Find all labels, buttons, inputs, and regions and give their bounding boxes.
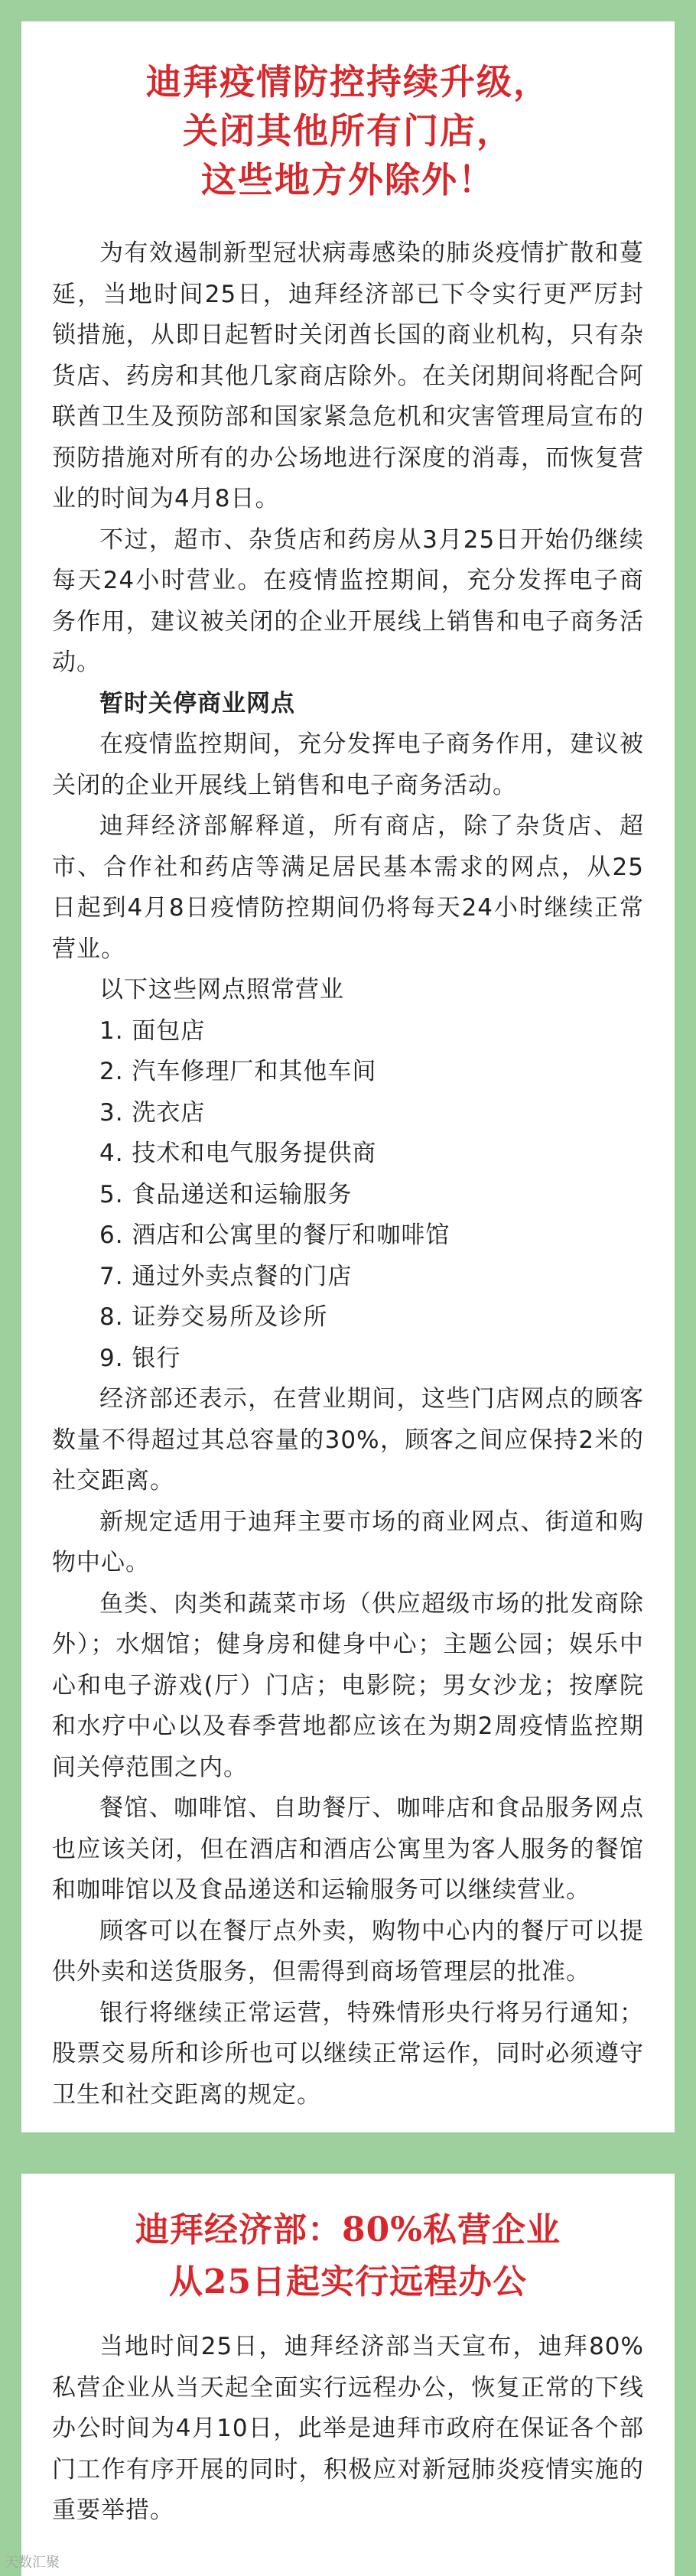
- paragraph: 当地时间25日，迪拜经济部当天宣布，迪拜80%私营企业从当天起全面实行远程办公，恢复正常的下线办公时间为4月10日，此举是迪拜市政府在保证各个部门工作有序开展的同时，积极应对新冠肺炎疫情实施的重要举措。: [52, 2333, 644, 2524]
- title-line: 关闭其他所有门店，: [183, 110, 513, 151]
- article-title-lockdown: [52, 21, 644, 204]
- paragraph: 以下这些网点照常营业: [99, 976, 344, 1003]
- paragraph: 为有效遏制新型冠状病毒感染的肺炎疫情扩散和蔓延，当地时间25日，迪拜经济部已下令实行更严厉封锁措施，从即日起暂时关闭酋长国的商业机构，只有杂货店、药房和其他几家商店除外。在关闭期间将配合阿联酋卫生及预防部和国家紧急危机和灾害管理局宣布的预防措施对所有的办公场地进行深度的消毒，而恢复营业的时间为4月8日。: [52, 239, 644, 512]
- list-item: 6. 酒店和公寓里的餐厅和咖啡馆: [99, 1221, 450, 1249]
- paragraph: 顾客可以在餐厅点外卖，购物中心内的餐厅可以提供外卖和送货服务，但需得到商场管理层的批准。: [52, 1917, 644, 1986]
- list-item: 2. 汽车修理厂和其他车间: [99, 1058, 377, 1085]
- list-item: 8. 证券交易所及诊所: [99, 1303, 328, 1331]
- article-card-remote-work: [21, 2174, 675, 2576]
- list-item: 9. 银行: [99, 1344, 181, 1372]
- watermark: 天数汇聚: [5, 2555, 60, 2571]
- paragraph: 新规定适用于迪拜主要市场的商业网点、街道和购物中心。: [52, 1508, 644, 1576]
- article-body: [52, 2327, 644, 2532]
- paragraph: 餐馆、咖啡馆、自助餐厅、咖啡店和食品服务网点也应该关闭，但在酒店和酒店公寓里为客人服务的餐馆和咖啡馆以及食品递送和运输服务可以继续营业。: [52, 1794, 644, 1904]
- article-title-remote-work: [52, 2174, 644, 2308]
- title-line: 迪拜经济部：80%私营企业: [135, 2210, 561, 2249]
- article-body: [52, 233, 644, 2116]
- section-heading: 暂时关停商业网点: [99, 689, 295, 717]
- paragraph: 经济部还表示，在营业期间，这些门店网点的顾客数量不得超过其总容量的30%，顾客之间应保持2米的社交距离。: [52, 1385, 644, 1495]
- paragraph: 不过，超市、杂货店和药房从3月25日开始仍继续每天24小时营业。在疫情监控期间，充分发挥电子商务作用，建议被关闭的企业开展线上销售和电子商务活动。: [52, 525, 644, 676]
- paragraph: 银行将继续正常运营，特殊情形央行将另行通知；股票交易所和诊所也可以继续正常运作，同时必须遵守卫生和社交距离的规定。: [52, 1999, 644, 2109]
- list-item: 7. 通过外卖点餐的门店: [99, 1262, 353, 1290]
- list-item: 5. 食品递送和运输服务: [99, 1180, 353, 1208]
- list-item: 1. 面包店: [99, 1016, 206, 1045]
- title-line: 从25日起实行远程办公: [168, 2262, 528, 2301]
- title-line: 迪拜疫情防控持续升级，: [146, 61, 550, 102]
- paragraph: 鱼类、肉类和蔬菜市场（供应超级市场的批发商除外）；水烟馆；健身房和健身中心；主题公园；娱乐中心和电子游戏(厅）门店；电影院；男女沙龙；按摩院和水疗中心以及春季营地都应该在为期2周疫情监控期间关停范围之内。: [52, 1589, 644, 1781]
- paragraph: 在疫情监控期间，充分发挥电子商务作用，建议被关闭的企业开展线上销售和电子商务活动。: [52, 730, 644, 799]
- paragraph: 迪拜经济部解释道，所有商店，除了杂货店、超市、合作社和药店等满足居民基本需求的网点，从25日起到4月8日疫情防控期间仍将每天24小时继续正常营业。: [52, 812, 644, 963]
- list-item: 3. 洗衣店: [99, 1098, 206, 1127]
- article-card-lockdown: [21, 21, 675, 2132]
- open-business-list: [52, 1011, 644, 1380]
- list-item: 4. 技术和电气服务提供商: [99, 1140, 377, 1167]
- title-line: 这些地方外除外！: [201, 159, 495, 200]
